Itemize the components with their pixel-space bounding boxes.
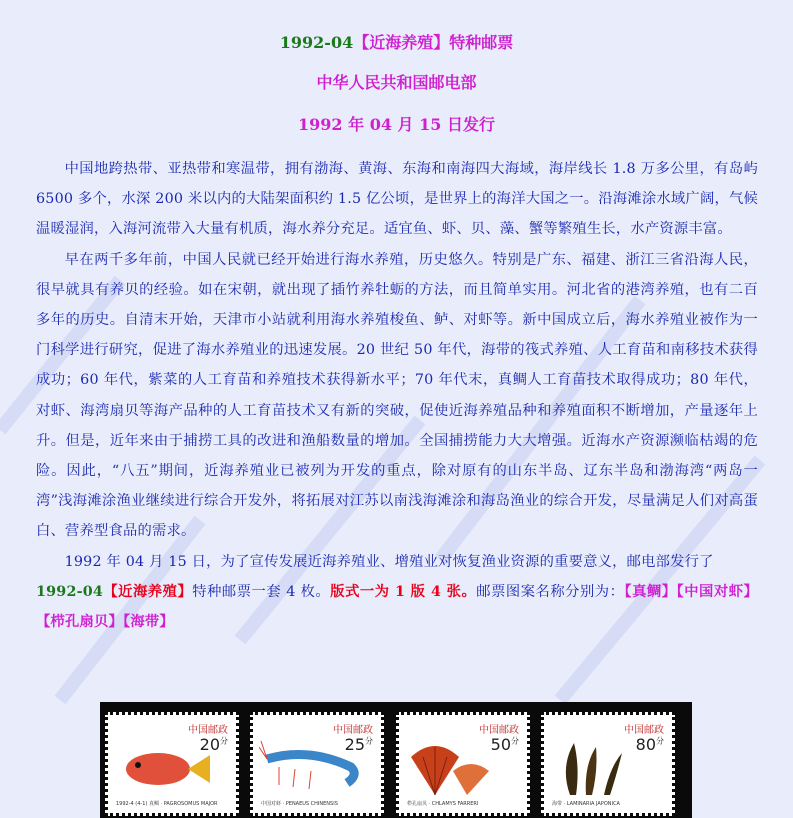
- stamp-value: $25^分$: [344, 735, 373, 754]
- article-body: [36, 154, 758, 637]
- design-names: 【真鲷】【中国对虾】【栉孔扇贝】【海带】: [36, 583, 759, 631]
- final-text-1: 特种邮票一套 4 枚。: [192, 583, 331, 600]
- format-text: 版式一为 1 版 4 张。: [330, 583, 477, 600]
- paragraph-2: 早在两千多年前，中国人民就已经开始进行海水养殖，历史悠久。特别是广东、福建、浙江三省沿海人民，很早就具有养贝的经验。如在宋朝，就出现了插竹养牡蛎的方法，而且简单实用。河北省的港湾养殖，也有二百多年的历史。自清末开始，天津市小站就利用海水养殖梭鱼、鲈、对虾等。新中国成立后，海水养殖业被作为一门科学进行研究，促进了海水养殖业的迅速发展。20 世纪 50 年代，海带的筏式养殖、人工育苗和南移技术获得成功；60 年代，紫菜的人工育苗和养殖技术获得新水平；70 年代末，真鲷人工育苗技术取得成功；80 年代，对虾、海湾扇贝等海产品种的人工育苗技术又有新的突破，促使近海养殖品种和养殖面积不断增加，产量逐年上升。但是，近年来由于捕捞工具的改进和渔船数量的增加。全国捕捞能力大大增强。近海水产资源濒临枯竭的危险。因此，“八五”期间，近海养殖业已被列为开发的重点，除对原有的山东半岛、辽东半岛和渤海湾“两岛一湾”浅海滩涂渔业继续进行综合开发外，将拓展对江苏以南浅海滩涂和海岛渔业的综合开发，尽量满足人们对高蛋白、营养型食品的需求。: [36, 251, 758, 540]
- scallop-icon: [405, 737, 505, 799]
- stamp-country: 中国邮政: [333, 725, 373, 736]
- paragraph-3-text: 1992 年 04 月 15 日，为了宣传发展近海养殖业、增殖业对恢复渔业资源的重要意义，邮电部发行了: [64, 553, 714, 570]
- stamp-strip: [100, 702, 692, 818]
- stamp-value: $20^分$: [199, 735, 228, 754]
- stamp-value: $80^分$: [635, 735, 664, 754]
- stamp-caption: 1992-4 (4-1) 真鲷 · PAGROSOMUS MAJOR: [116, 801, 218, 807]
- stamp-chinese-shrimp: [250, 712, 384, 816]
- issue-date: 1992 年 04 月 15 日发行: [298, 115, 495, 134]
- stamp-caption: 海带 · LAMINARIA JAPONICA: [552, 801, 620, 807]
- kelp-icon: [550, 737, 640, 797]
- stamp-red-sea-bream: [105, 712, 239, 816]
- final-text-2: 邮票图案名称分别为：: [476, 583, 625, 600]
- stamp-kelp: [541, 712, 675, 816]
- stamp-country: 中国邮政: [624, 725, 664, 736]
- stamp-scallop: [396, 712, 530, 816]
- issue-title: [0, 30, 793, 53]
- stamp-country: 中国邮政: [188, 725, 228, 736]
- stamp-value: $50^分$: [490, 735, 519, 754]
- final-issue-name: 【近海养殖】: [103, 583, 193, 600]
- stamp-caption: 中国对虾 · PENAEUS CHINENSIS: [261, 801, 338, 807]
- paragraph-3: [36, 547, 758, 638]
- issuer-title: 中华人民共和国邮电部: [316, 73, 477, 92]
- shrimp-icon: [259, 737, 369, 797]
- paragraph-1: 中国地跨热带、亚热带和寒温带，拥有渤海、黄海、东海和南海四大海域，海岸线长 1.8 万多公里，有岛屿 6500 多个，水深 200 米以内的大陆架面积约 1.5 亿公顷，是世界上的海洋大国之一。沿海滩涂水域广阔，气候温暖湿润，入海河流带入大量有机质，海水养分充足。适宜鱼、虾、贝、藻、蟹等繁殖生长，水产资源丰富。: [36, 161, 758, 238]
- issue-code: 1992-04: [279, 33, 354, 52]
- stamp-caption: 栉孔扇贝 · CHLAMYS FARRERI: [407, 801, 479, 807]
- stamp-country: 中国邮政: [479, 725, 519, 736]
- final-issue-code: 1992-04: [36, 583, 104, 600]
- issue-name: 【近海养殖】特种邮票: [353, 33, 514, 52]
- fish-icon: [114, 737, 214, 797]
